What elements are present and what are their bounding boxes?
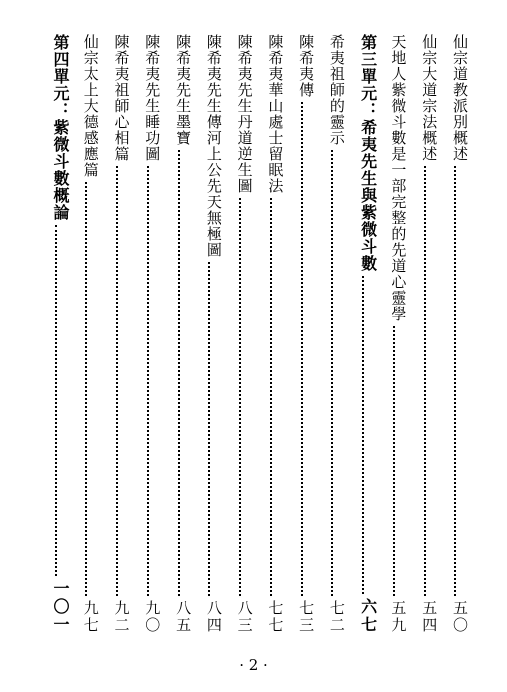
dot-leader xyxy=(331,150,333,596)
toc-entry-title: 仙宗道教派別概述 xyxy=(450,34,469,162)
toc-unit-heading xyxy=(50,34,70,634)
toc-entry-page: 六七 xyxy=(358,598,378,634)
toc-entry-page: 八四 xyxy=(204,600,223,634)
toc-entry xyxy=(327,34,347,634)
toc-entry-title: 陳希夷先生墨寶 xyxy=(174,34,193,146)
toc-entry-title: 陳希夷先生丹道逆生圖 xyxy=(235,34,254,194)
dot-leader xyxy=(454,166,456,596)
toc-entry-page: 八五 xyxy=(174,600,193,634)
dot-leader xyxy=(85,182,87,596)
toc-entry xyxy=(173,34,193,634)
toc-entry-page: 九二 xyxy=(112,600,131,634)
toc-entry-title: 希夷祖師的靈示 xyxy=(327,34,346,146)
toc-entry-title: 天地人紫微斗數是一部完整的先道心靈學 xyxy=(389,34,408,322)
toc-entry-title: 陳希夷先生睡功圖 xyxy=(143,34,162,162)
toc-entry-title: 第四單元：紫微斗數概論 xyxy=(51,34,70,221)
toc-entry xyxy=(419,34,439,634)
page-number: · 2 · xyxy=(239,656,268,674)
toc-entry xyxy=(450,34,470,634)
toc-entry-title: 陳希夷先生傳河上公先天無極圖 xyxy=(204,34,223,258)
dot-leader xyxy=(147,166,149,596)
toc-entry-page: 七二 xyxy=(327,600,346,634)
toc-entry xyxy=(112,34,132,634)
toc-entry-page: 一〇一 xyxy=(51,580,70,634)
dot-leader xyxy=(55,225,57,576)
toc-entry-title: 仙宗太上大德感應篇 xyxy=(81,34,100,178)
toc-entry-page: 七七 xyxy=(266,600,285,634)
toc-entry-page: 九七 xyxy=(81,600,100,634)
toc-entry xyxy=(235,34,255,634)
toc-entry-title: 陳希夷華山處士留眠法 xyxy=(266,34,285,194)
toc-entry-page: 七三 xyxy=(297,600,316,634)
toc-entry xyxy=(142,34,162,634)
dot-leader xyxy=(393,326,395,596)
dot-leader xyxy=(301,102,303,596)
toc-entry-title: 第三單元：希夷先生與紫微斗數 xyxy=(358,34,378,272)
toc-entry-title: 陳希夷祖師心相篇 xyxy=(112,34,131,162)
toc-unit-heading xyxy=(358,34,378,634)
toc-entry-page: 五九 xyxy=(389,600,408,634)
toc-entry-title: 仙宗大道宗法概述 xyxy=(420,34,439,162)
dot-leader xyxy=(362,276,364,594)
toc-entry xyxy=(204,34,224,634)
dot-leader xyxy=(270,198,272,596)
toc-entry-title: 陳希夷傳 xyxy=(297,34,316,98)
toc-entry xyxy=(296,34,316,634)
dot-leader xyxy=(424,166,426,596)
toc-entry xyxy=(265,34,285,634)
dot-leader xyxy=(208,262,210,596)
toc-entry-page: 九〇 xyxy=(143,600,162,634)
dot-leader xyxy=(239,198,241,596)
toc-entry-page: 五〇 xyxy=(450,600,469,634)
dot-leader xyxy=(178,150,180,596)
toc-entry-page: 五四 xyxy=(420,600,439,634)
toc-entry-page: 八三 xyxy=(235,600,254,634)
table-of-contents xyxy=(50,34,470,634)
toc-entry xyxy=(388,34,408,634)
toc-entry xyxy=(81,34,101,634)
dot-leader xyxy=(116,166,118,596)
